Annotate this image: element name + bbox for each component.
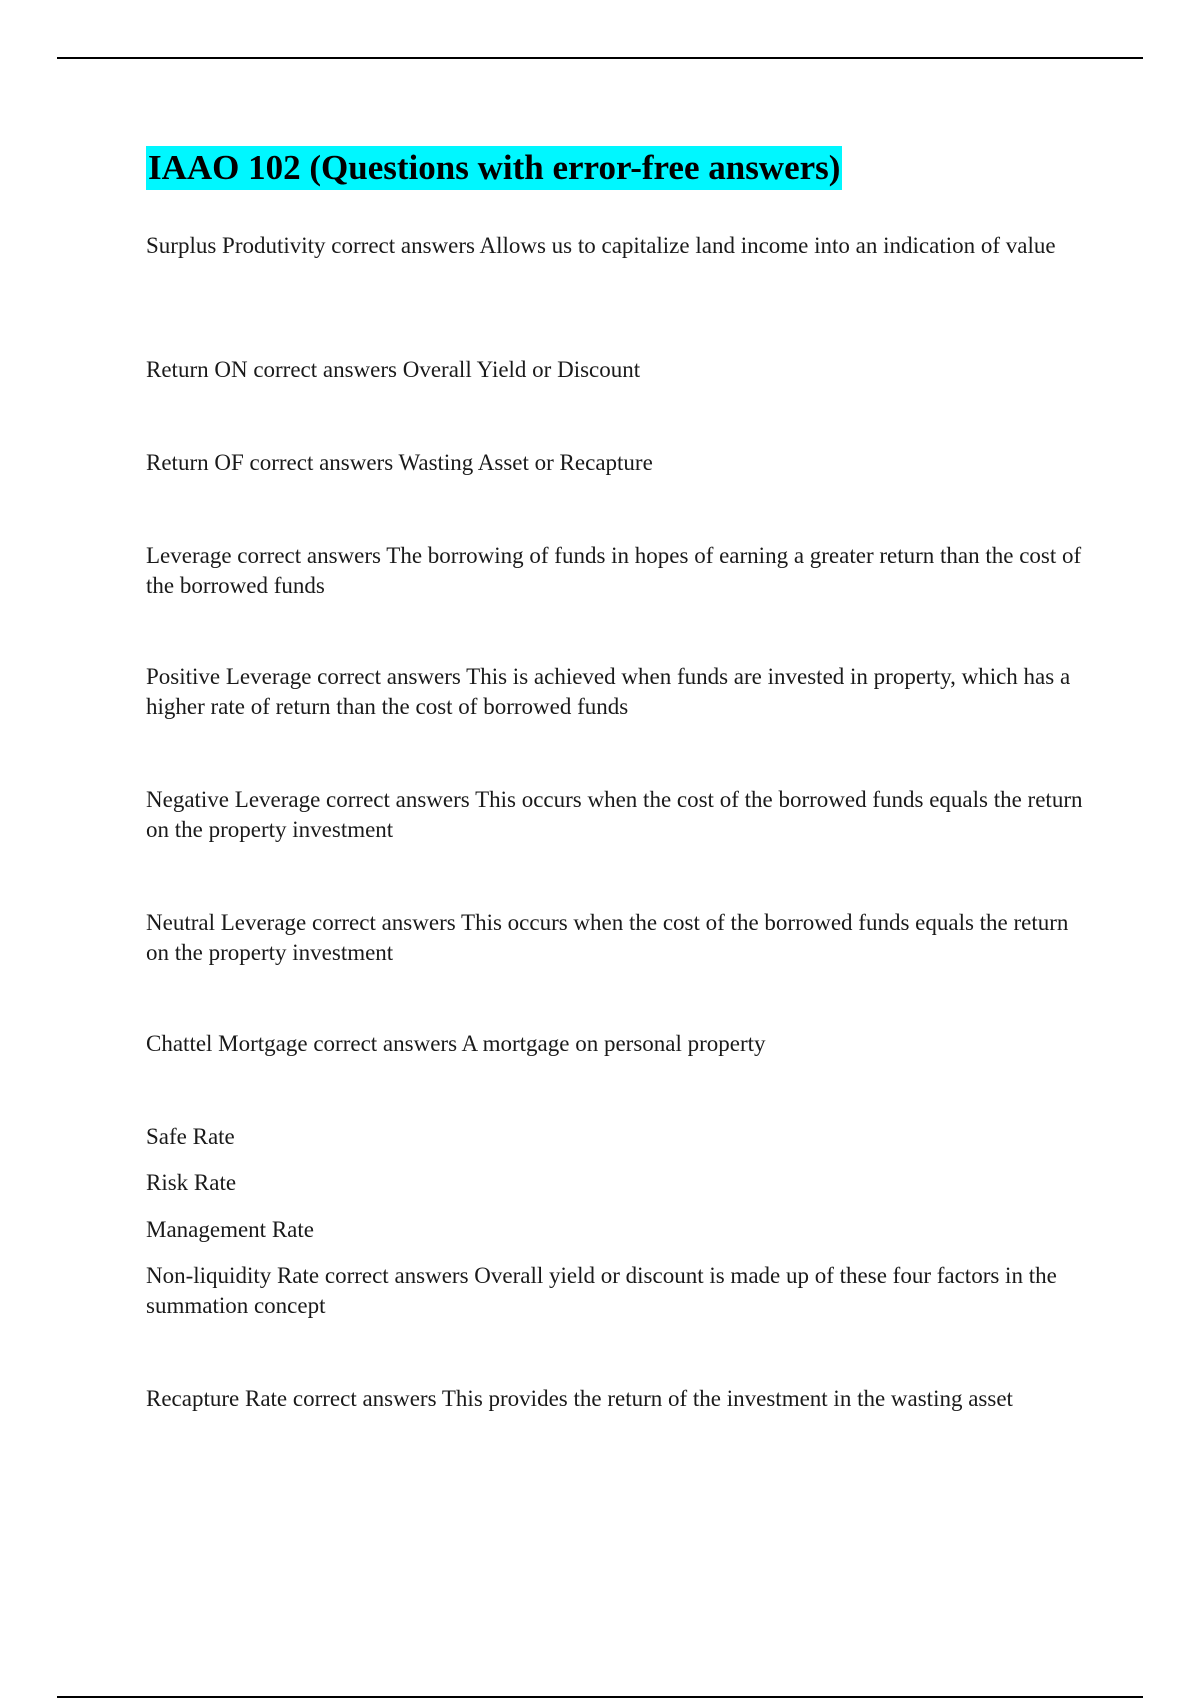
bottom-rule (57, 1696, 1143, 1698)
qa-entry-return-on: Return ON correct answers Overall Yield or Discount (146, 357, 641, 382)
qa-entry-negative-leverage: Negative Leverage correct answers This occurs when the cost of the borrowed funds equals the return on the property investment (146, 787, 1083, 842)
top-rule (57, 57, 1143, 59)
qa-entry-surplus-productivity: Surplus Produtivity correct answers Allows us to capitalize land income into an indication of value (146, 233, 1056, 258)
qa-entry-positive-leverage: Positive Leverage correct answers This is achieved when funds are invested in property, which has a higher rate of return than the cost of borrowed funds (146, 664, 1071, 719)
qa-entry-recapture-rate: Recapture Rate correct answers This provides the return of the investment in the wasting asset (146, 1386, 1013, 1411)
qa-entry-leverage: Leverage correct answers The borrowing of funds in hopes of earning a greater return than the cost of the borrowed funds (146, 543, 1082, 598)
qa-entry-chattel-mortgage: Chattel Mortgage correct answers A mortgage on personal property (146, 1031, 766, 1056)
qa-entry-return-of: Return OF correct answers Wasting Asset or Recapture (146, 450, 653, 475)
qa-entry-neutral-leverage: Neutral Leverage correct answers This occurs when the cost of the borrowed funds equals the return on the property investment (146, 910, 1069, 965)
qa-entry-non-liquidity-rate: Non-liquidity Rate correct answers Overall yield or discount is made up of these four factors in the summation concept (146, 1263, 1057, 1318)
list-item-risk-rate: Risk Rate (146, 1170, 237, 1195)
list-item-safe-rate: Safe Rate (146, 1124, 235, 1149)
list-item-management-rate: Management Rate (146, 1217, 314, 1242)
document-title: IAAO 102 (Questions with error-free answers) (146, 146, 842, 190)
